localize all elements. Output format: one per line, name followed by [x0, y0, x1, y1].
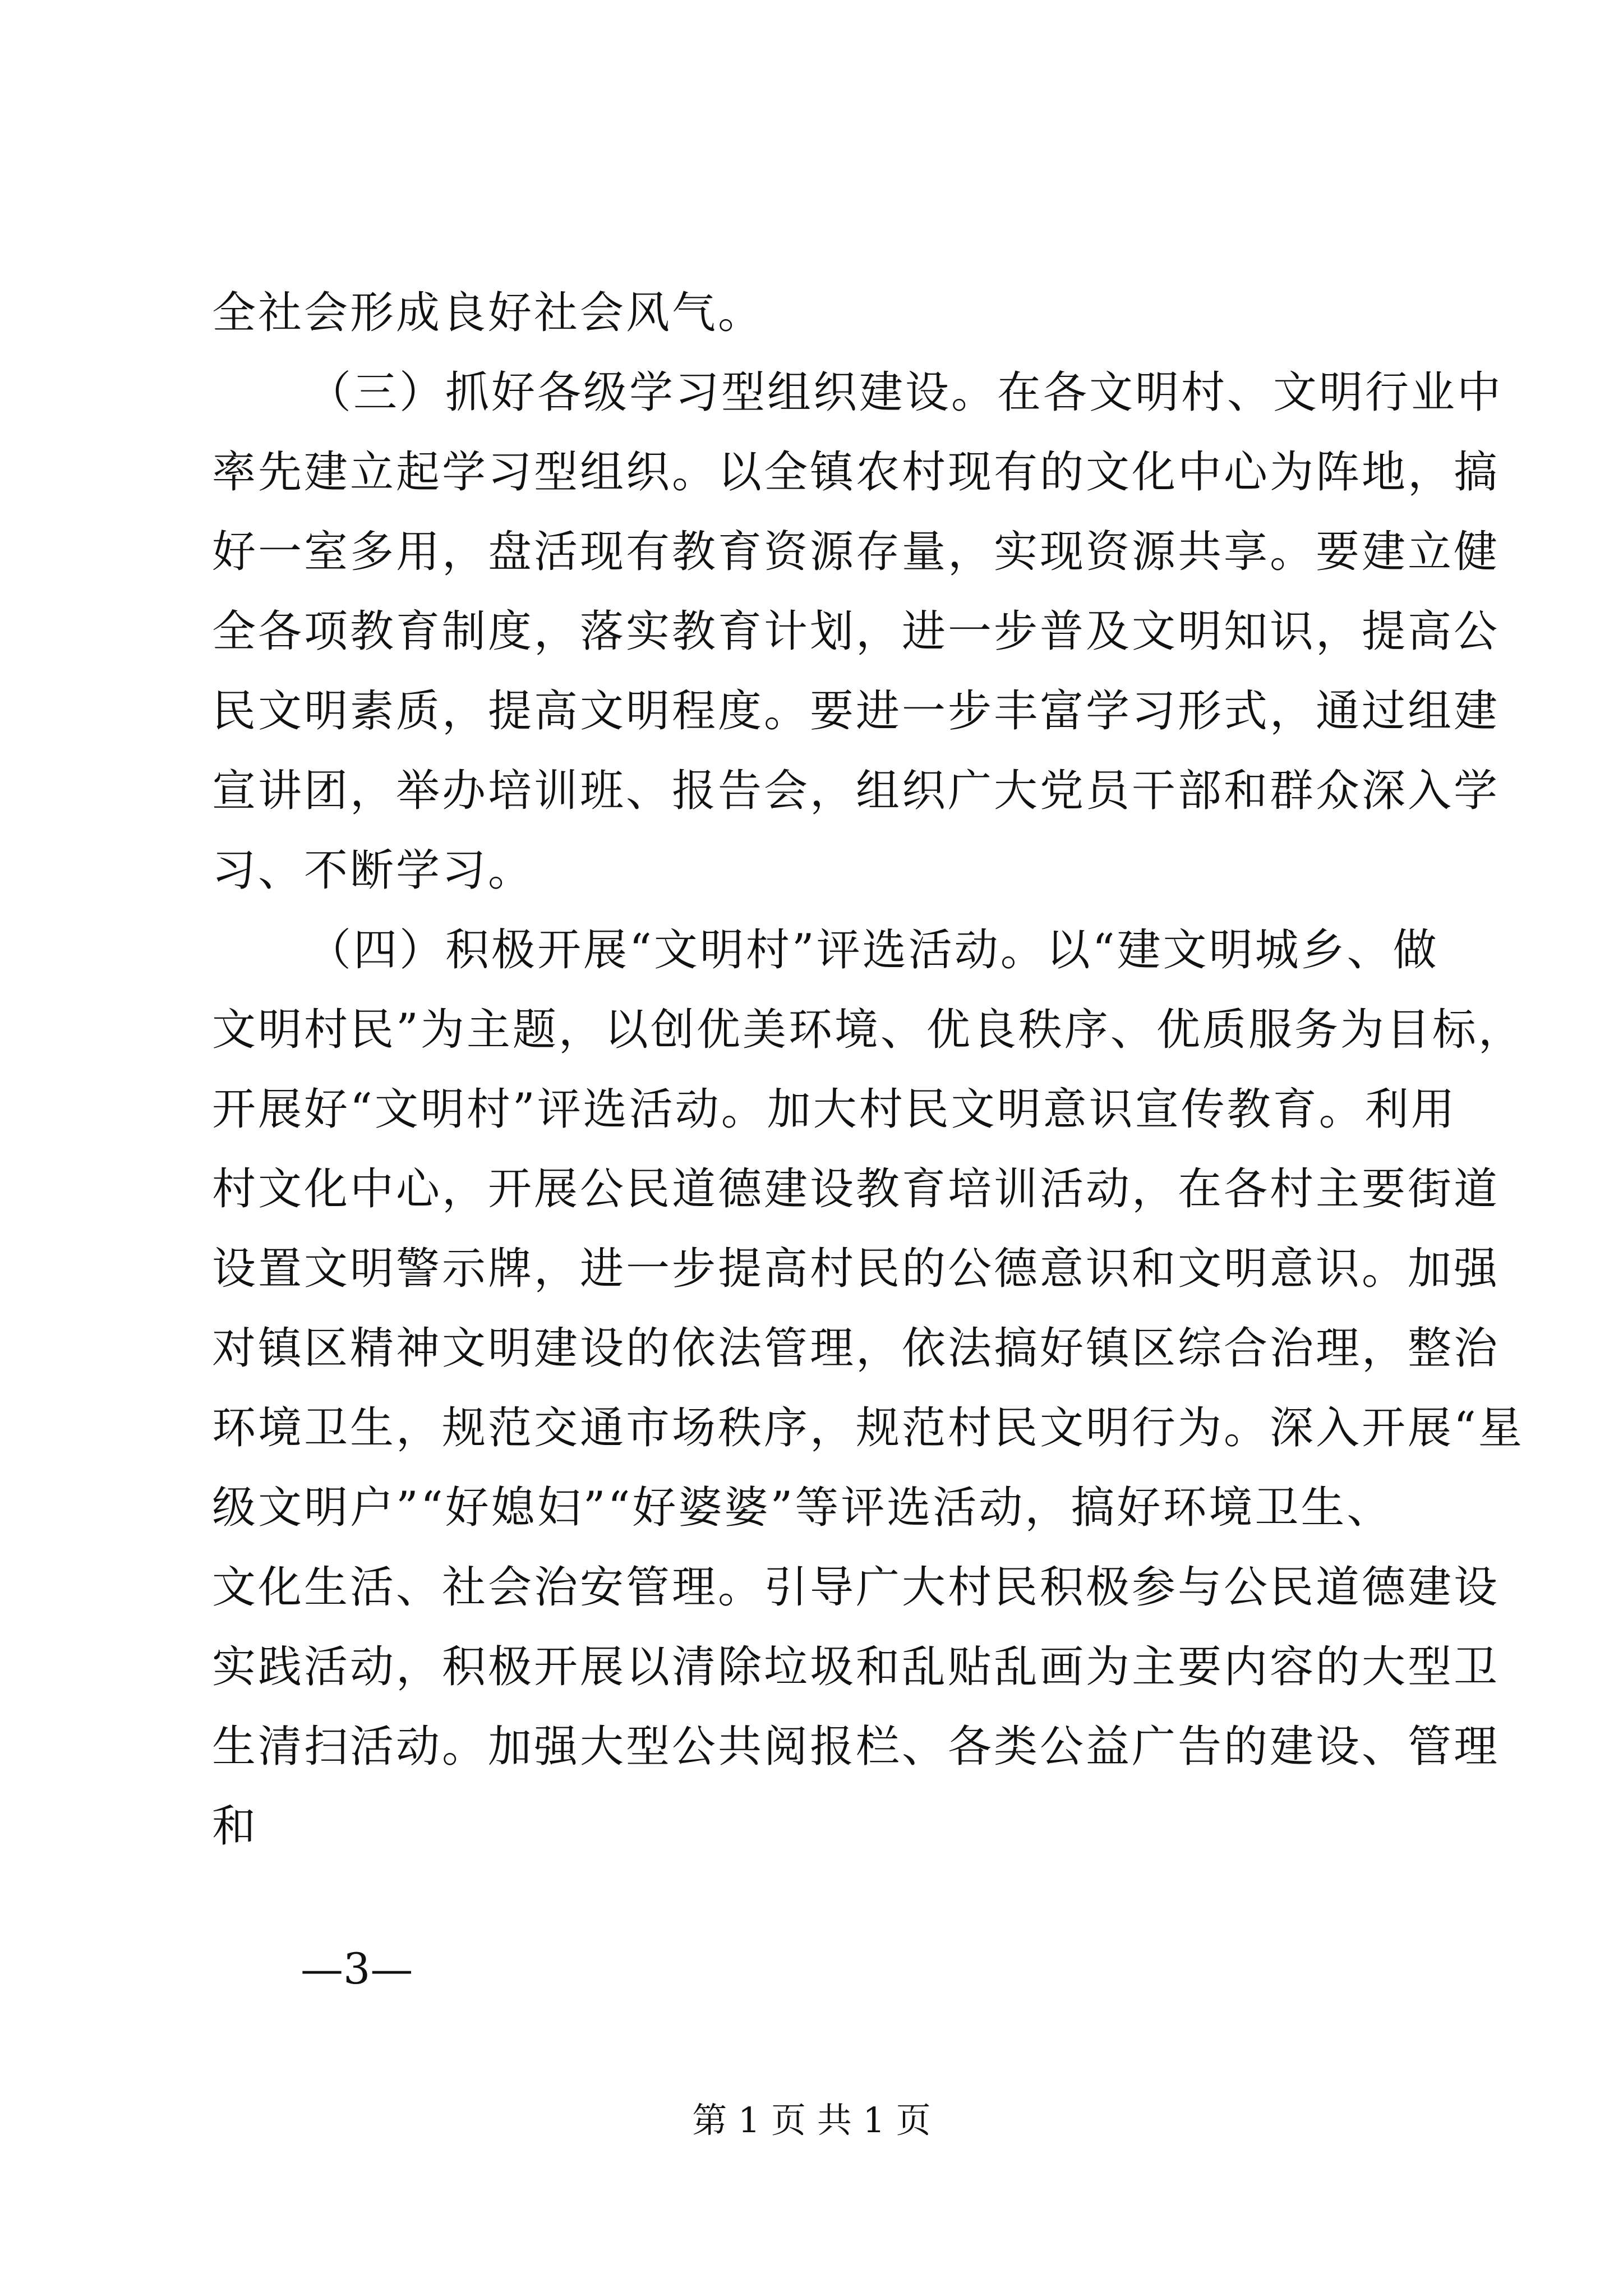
body-text-line: 全各项教育制度，落实教育计划，进一步普及文明知识，提高公: [212, 606, 1500, 657]
body-text-line: 和: [212, 1801, 259, 1852]
body-text-line: 习、不断学习。: [212, 845, 534, 896]
body-text-line: 级文明户”“好媳妇”“好婆婆”等评选活动，搞好环境卫生、: [212, 1483, 1393, 1533]
body-text-line: 环境卫生，规范交通市场秩序，规范村民文明行为。深入开展“星: [212, 1403, 1524, 1453]
body-text-line: （四）积极开展“文明村”评选活动。以“建文明城乡、做: [307, 925, 1439, 976]
body-text-line: 全社会形成良好社会风气。: [212, 288, 764, 338]
body-text-line: 村文化中心，开展公民道德建设教育培训活动，在各村主要街道: [212, 1164, 1500, 1214]
body-text-line: 文化生活、社会治安管理。引导广大村民积极参与公民道德建设: [212, 1562, 1500, 1613]
page-number-mark: —3—: [301, 1944, 413, 1994]
body-text-line: 开展好“文明村”评选活动。加大村民文明意识宣传教育。利用: [212, 1084, 1457, 1135]
body-text-line: 对镇区精神文明建设的依法管理，依法搞好镇区综合治理，整治: [212, 1323, 1500, 1374]
body-text-line: 设置文明警示牌，进一步提高村民的公德意识和文明意识。加强: [212, 1244, 1500, 1294]
body-text-line: 实践活动，积极开展以清除垃圾和乱贴乱画为主要内容的大型卫: [212, 1642, 1500, 1692]
body-text-line: 宣讲团，举办培训班、报告会，组织广大党员干部和群众深入学: [212, 766, 1500, 816]
body-text-line: 好一室多用，盘活现有教育资源存量，实现资源共享。要建立健: [212, 527, 1500, 577]
body-text-line: （三）抓好各级学习型组织建设。在各文明村、文明行业中: [307, 367, 1504, 418]
body-text-line: 生清扫活动。加强大型公共阅报栏、各类公益广告的建设、管理: [212, 1722, 1500, 1772]
page-footer: 第 1 页 共 1 页: [692, 2100, 931, 2141]
body-text-line: 文明村民”为主题，以创优美环境、优良秩序、优质服务为目标，: [212, 1005, 1524, 1055]
body-text-line: 率先建立起学习型组织。以全镇农村现有的文化中心为阵地，搞: [212, 447, 1500, 498]
body-text-line: 民文明素质，提高文明程度。要进一步丰富学习形式，通过组建: [212, 686, 1500, 737]
